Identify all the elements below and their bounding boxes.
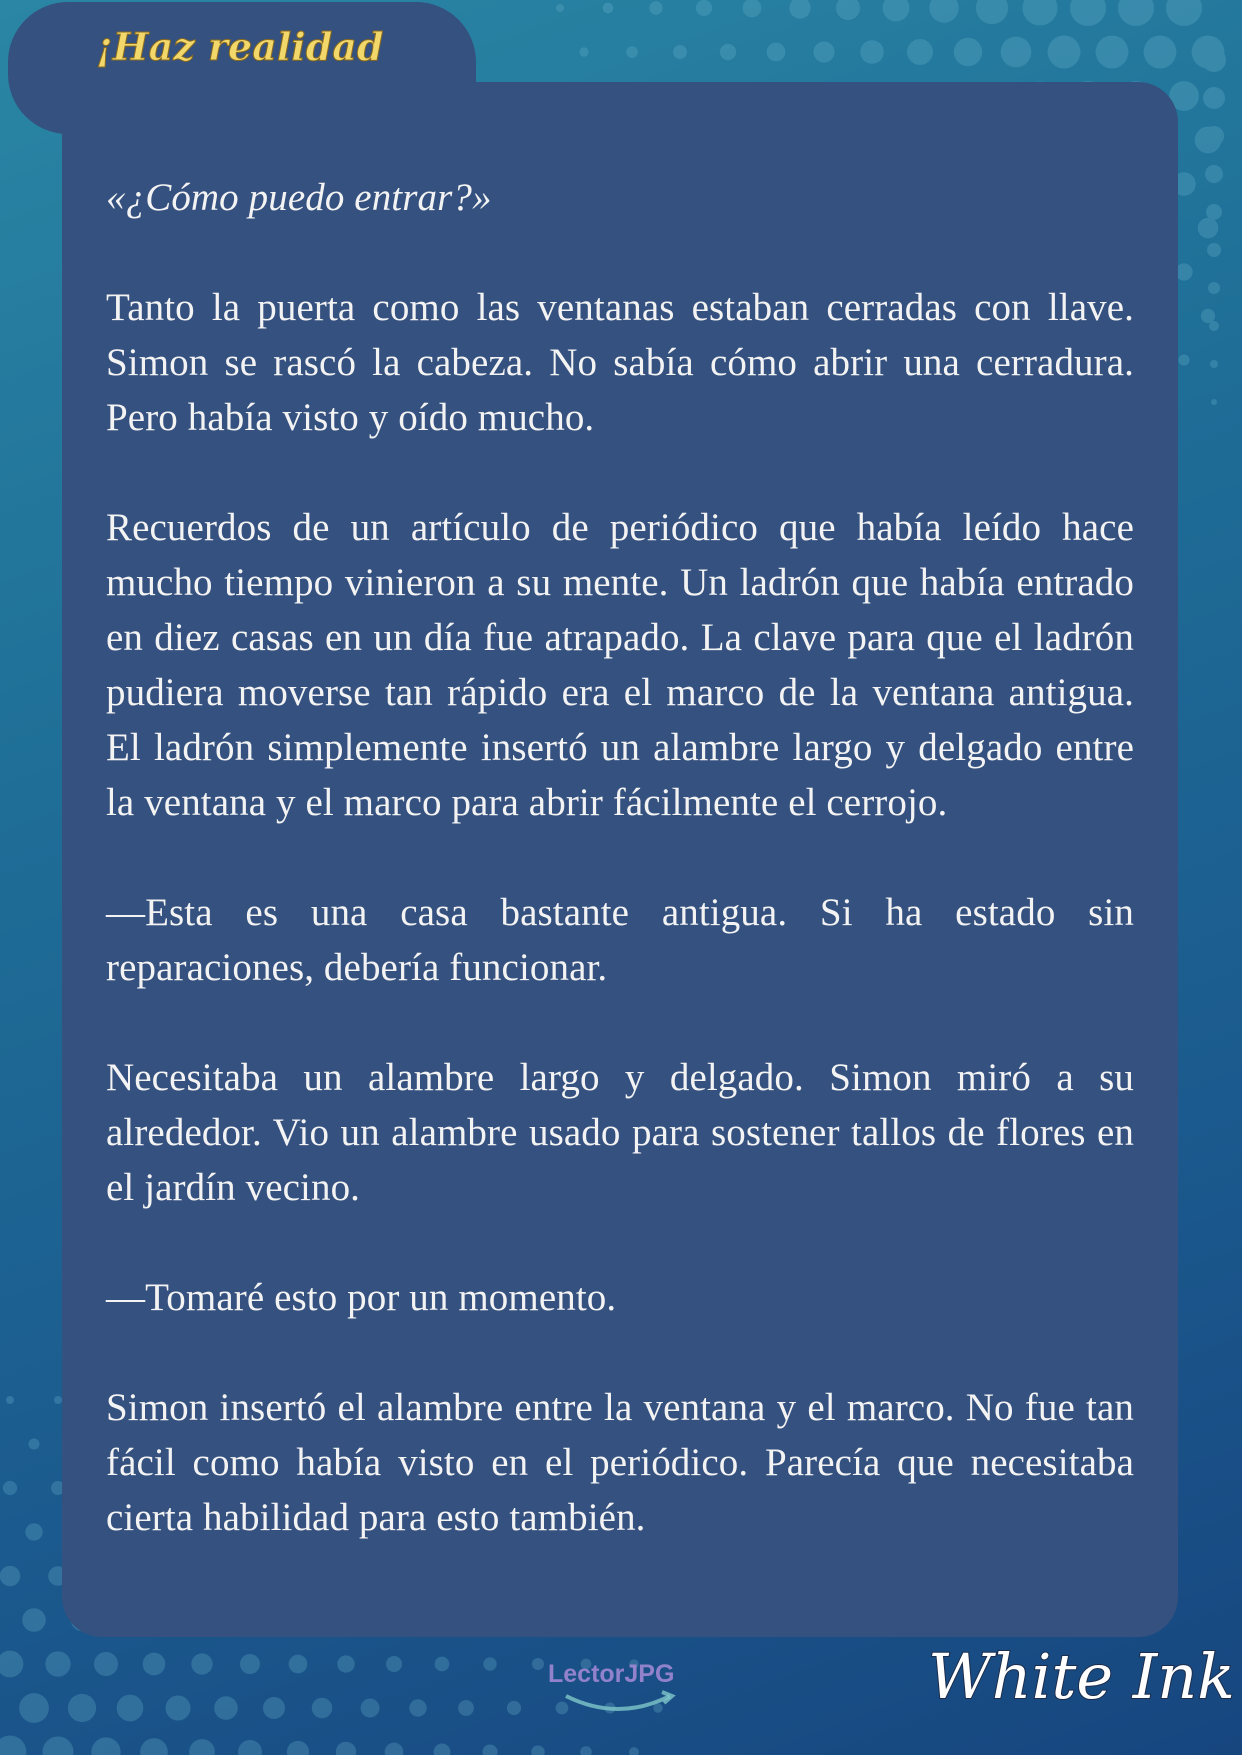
logo-line1: ¡Haz realidad xyxy=(96,24,384,69)
background-dot xyxy=(976,0,1008,24)
background-dot xyxy=(1192,36,1225,69)
lectorjpg-watermark xyxy=(548,1656,698,1720)
text-panel xyxy=(62,82,1178,1637)
signature-text: White Ink xyxy=(928,1640,1235,1713)
background-dot xyxy=(386,1656,402,1672)
background-dot xyxy=(1118,0,1154,26)
background-dot xyxy=(409,1699,426,1716)
background-dot xyxy=(117,1695,144,1722)
paragraph: Tanto la puerta como las ventanas estaban cerradas con llave. Simon se rascó la cabeza. No sabía cómo abrir una cerradura. Pero había visto y oído mucho. xyxy=(106,286,1134,439)
background-dot xyxy=(91,1737,120,1755)
background-dot xyxy=(189,1739,215,1755)
background-dot xyxy=(720,44,736,60)
background-dot xyxy=(434,1744,451,1755)
background-dot xyxy=(907,39,933,65)
background-dot xyxy=(0,1566,20,1586)
paragraph: Recuerdos de un artículo de periódico que había leído hace mucho tiempo vinieron a su mente. Un ladrón que había entrado en diez casas en un día fue atrapado. La clave para que el ladrón pudiera moverse tan rápido era el marco de la ventana antigua. El ladrón simplemente insertó un alambre largo y delgado entre la ventana y el marco para abrir fácilmente el cerrojo. xyxy=(106,506,1134,824)
background-dot xyxy=(0,1651,23,1678)
background-dot xyxy=(165,1695,190,1720)
background-dot xyxy=(238,1740,262,1755)
background-dot xyxy=(579,47,588,56)
background-dot xyxy=(767,43,786,62)
background-dot xyxy=(0,1736,26,1755)
watermark-smile-icon xyxy=(566,1696,670,1709)
background-dot xyxy=(22,1608,46,1632)
background-dot xyxy=(1070,0,1106,26)
background-dot xyxy=(6,1396,14,1404)
background-dot xyxy=(883,0,910,21)
background-dot xyxy=(1207,243,1221,257)
background-dot xyxy=(214,1696,238,1720)
background-dot xyxy=(673,45,687,59)
background-dot xyxy=(1205,165,1223,183)
background-dot xyxy=(507,1701,521,1715)
background-dot xyxy=(336,1742,356,1755)
background-dot xyxy=(1178,354,1189,365)
background-dot xyxy=(1211,399,1217,405)
background-dot xyxy=(1210,360,1218,368)
background-dot xyxy=(287,1741,309,1755)
background-dot xyxy=(836,0,860,20)
background-dot xyxy=(860,40,884,64)
background-dot xyxy=(25,1523,42,1540)
paragraph: —Tomaré esto por un momento. xyxy=(106,1276,617,1319)
background-dot xyxy=(1203,87,1225,109)
background-dot xyxy=(289,1655,308,1674)
background-dot xyxy=(929,0,959,23)
background-dot xyxy=(337,1655,354,1672)
background-dot xyxy=(54,1396,62,1404)
background-dot xyxy=(649,1,662,14)
background-dot xyxy=(603,3,614,14)
background-dot xyxy=(696,0,712,16)
background-dot xyxy=(1166,0,1202,26)
background-dot xyxy=(312,1698,332,1718)
background-dot xyxy=(3,1481,17,1495)
background-dot xyxy=(531,1745,544,1755)
background-dot xyxy=(240,1654,260,1674)
background-dot xyxy=(143,1653,166,1676)
background-dot xyxy=(45,1651,70,1676)
background-dot xyxy=(483,1657,496,1670)
background-dot xyxy=(556,4,564,12)
background-dot xyxy=(1048,36,1081,69)
background-dot xyxy=(1001,37,1032,68)
story-text xyxy=(106,170,1134,1545)
background-dot xyxy=(1208,282,1220,294)
background-dot xyxy=(1201,309,1215,323)
background-dot xyxy=(191,1653,212,1674)
paragraph: Necesitaba un alambre largo y delgado. Simon miró a su alrededor. Vio un alambre usado para sostener tallos de flores en el jardín vecino. xyxy=(106,1056,1134,1209)
background-dot xyxy=(435,1657,450,1672)
background-dot xyxy=(1195,127,1222,154)
background-dot xyxy=(1198,218,1218,238)
background-dot xyxy=(482,1744,497,1755)
background-dot xyxy=(19,1693,49,1723)
background-dot xyxy=(28,1438,39,1449)
background-dot xyxy=(1202,48,1226,72)
background-dot xyxy=(789,0,810,19)
paragraph: —Esta es una casa bastante antigua. Si ha estado sin reparaciones, debería funcionar. xyxy=(106,891,1134,989)
paragraph: Simon insertó el alambre entre la ventana y el marco. No fue tan fácil como había visto en el periódico. Parecía que necesitaba cierta habilidad para esto también. xyxy=(106,1386,1134,1539)
background-dot xyxy=(385,1743,404,1755)
background-dot xyxy=(954,38,982,66)
background-dot xyxy=(1204,126,1224,146)
background-dot xyxy=(361,1699,380,1718)
watermark-text: LectorJPG xyxy=(548,1660,675,1688)
background-dot xyxy=(68,1694,96,1722)
background-dot xyxy=(1023,0,1058,25)
background-dot xyxy=(458,1700,474,1716)
background-dot xyxy=(813,41,834,62)
background-dot xyxy=(94,1652,118,1676)
background-dot xyxy=(1096,36,1129,69)
background-dot xyxy=(140,1738,168,1755)
scanlator-signature xyxy=(922,1618,1235,1728)
background-dot xyxy=(626,46,638,58)
background-dot xyxy=(1206,204,1222,220)
paragraph: «¿Cómo puedo entrar?» xyxy=(106,176,492,219)
background-dot xyxy=(1209,321,1219,331)
background-dot xyxy=(532,1658,544,1670)
background-dot xyxy=(743,0,762,17)
background-dot xyxy=(1144,36,1177,69)
background-dot xyxy=(629,1747,639,1755)
background-dot xyxy=(42,1736,73,1755)
background-dot xyxy=(263,1697,285,1719)
background-dot xyxy=(580,1746,592,1755)
